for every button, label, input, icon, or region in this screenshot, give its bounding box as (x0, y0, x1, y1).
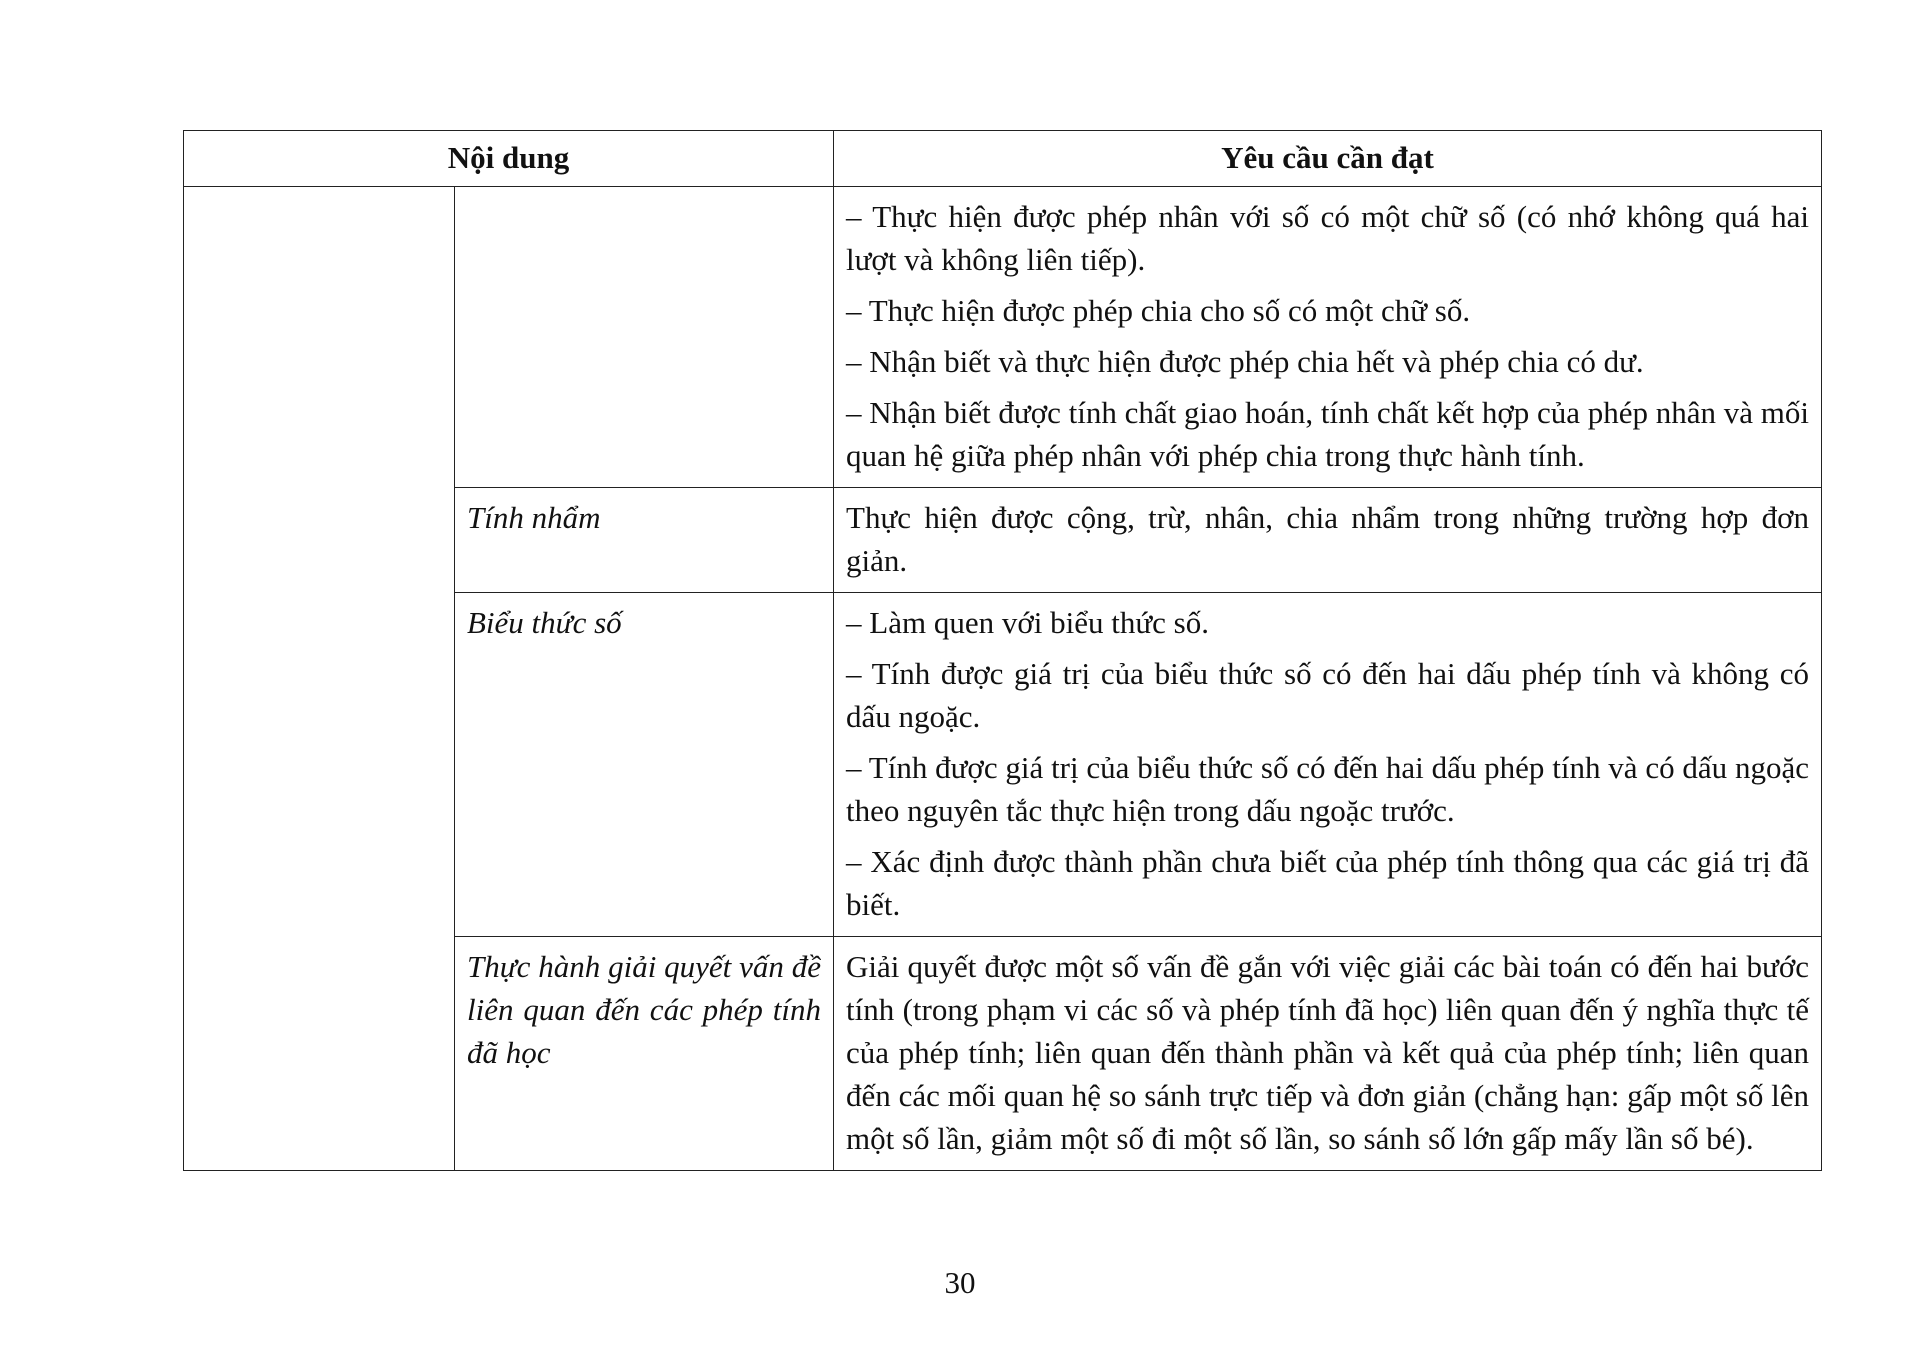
table-header-row (184, 131, 1822, 187)
list-item: – Thực hiện được phép nhân với số có một chữ số (có nhớ không quá hai lượt và không liên tiếp). (846, 199, 1810, 277)
table-row (184, 187, 1822, 488)
list-item: – Xác định được thành phần chưa biết của phép tính thông qua các giá trị đã biết. (846, 844, 1810, 922)
page-number: 30 (944, 1265, 976, 1300)
list-item: – Nhận biết và thực hiện được phép chia hết và phép chia có dư. (846, 344, 1644, 379)
topic-cell: Tính nhẩm (455, 488, 834, 593)
list-item: – Làm quen với biểu thức số. (846, 605, 1209, 640)
requirements-list (846, 195, 1809, 477)
merged-category-cell (184, 187, 455, 1171)
requirement-text: Giải quyết được một số vấn đề gắn với việc giải các bài toán có đến hai bước tính (trong phạm vi các số và phép tính đã học) liên quan đến ý nghĩa thực tế của phép tính; liên quan đến thành phần và kết quả của phép tính; liên quan đến các mối quan hệ so sánh trực tiếp và đơn giản (chẳng hạn: gấp một số lên một số lần, giảm một số đi một số lần, so sánh số lớn gấp mấy lần số bé). (846, 949, 1810, 1156)
list-item: – Tính được giá trị của biểu thức số có đến hai dấu phép tính và không có dấu ngoặc. (846, 656, 1810, 734)
requirements-cell (834, 488, 1822, 593)
requirement-text: Thực hiện được cộng, trừ, nhân, chia nhẩm trong những trường hợp đơn giản. (846, 500, 1810, 578)
list-item: – Nhận biết được tính chất giao hoán, tính chất kết hợp của phép nhân và mối quan hệ giữa phép nhân với phép chia trong thực hành tính. (846, 395, 1810, 473)
list-item: – Tính được giá trị của biểu thức số có đến hai dấu phép tính và có dấu ngoặc theo nguyên tắc thực hiện trong dấu ngoặc trước. (846, 750, 1810, 828)
requirements-cell (834, 937, 1822, 1171)
header-content: Nội dung (184, 131, 834, 187)
topic-cell: Biểu thức số (455, 593, 834, 937)
list-item: – Thực hiện được phép chia cho số có một chữ số. (846, 293, 1471, 328)
requirements-list (846, 601, 1809, 926)
requirements-cell (834, 187, 1822, 488)
curriculum-table (183, 130, 1822, 1171)
topic-cell-empty (455, 187, 834, 488)
topic-cell: Thực hành giải quyết vấn đề liên quan đến các phép tính đã học (455, 937, 834, 1171)
requirements-cell (834, 593, 1822, 937)
header-requirements: Yêu cầu cần đạt (834, 131, 1822, 187)
